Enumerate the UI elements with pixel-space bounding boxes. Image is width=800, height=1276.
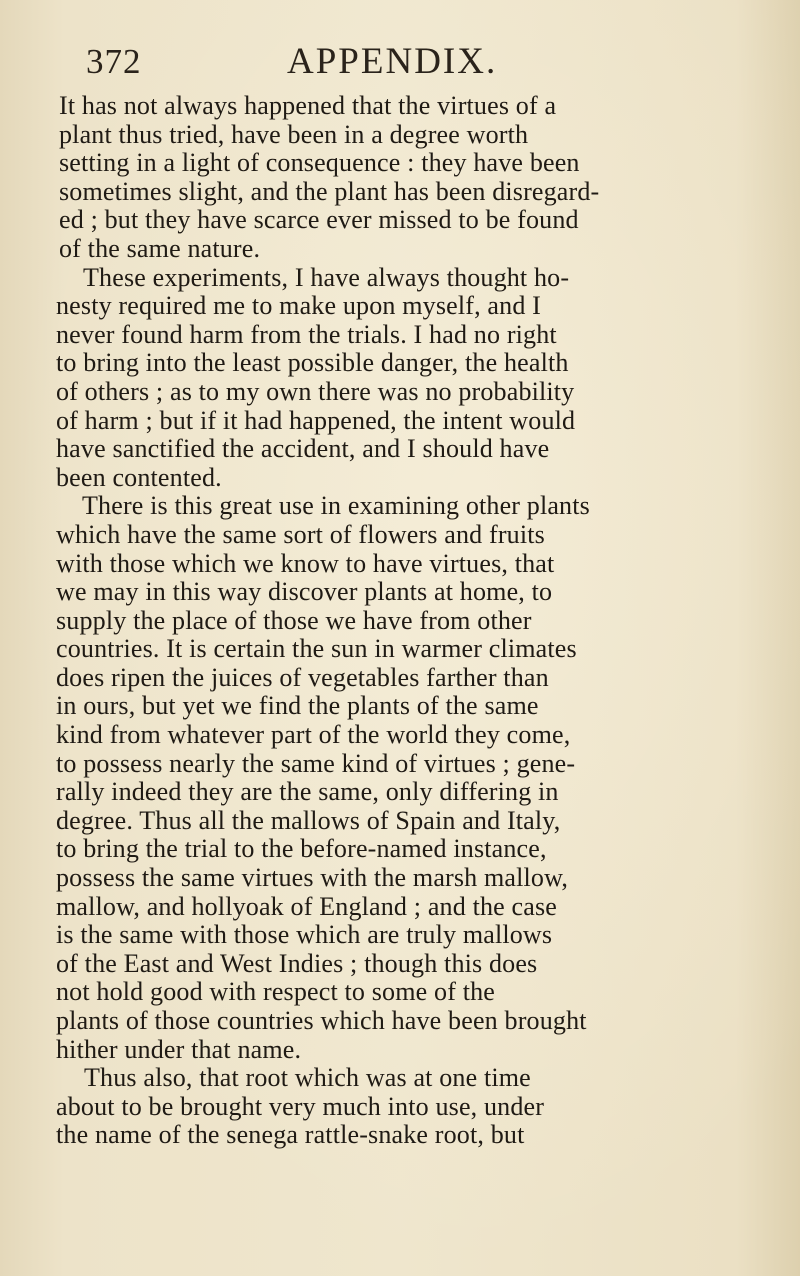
text-line: of the same nature. <box>59 233 261 263</box>
text-line: nesty required me to make upon myself, and I <box>56 291 542 321</box>
text-line: is the same with those which are truly mallows <box>56 920 553 950</box>
text-line: does ripen the juices of vegetables farther than <box>56 662 549 692</box>
text-line: plant thus tried, have been in a degree worth <box>59 119 529 149</box>
text-line: with those which we know to have virtues, that <box>56 548 555 578</box>
text-line: Thus also, that root which was at one time <box>84 1063 531 1093</box>
text-line: ed ; but they have scarce ever missed to be found <box>59 205 579 235</box>
text-line: kind from whatever part of the world they come, <box>56 720 571 750</box>
text-line: setting in a light of consequence : they have been <box>59 148 580 178</box>
text-line: to bring the trial to the before-named instance, <box>56 834 547 864</box>
page-header <box>0 0 800 92</box>
text-line: which have the same sort of flowers and fruits <box>56 519 545 549</box>
text-line: degree. Thus all the mallows of Spain and Italy, <box>56 805 561 835</box>
text-line: not hold good with respect to some of the <box>56 977 496 1007</box>
text-line: It has not always happened that the virtues of a <box>59 91 557 120</box>
text-line: countries. It is certain the sun in warmer climates <box>56 634 577 664</box>
text-line: to bring into the least possible danger, the health <box>56 348 569 378</box>
text-line: the name of the senega rattle-snake root, but <box>56 1120 525 1150</box>
text-line: have sanctified the accident, and I should have <box>56 434 550 464</box>
text-line: These experiments, I have always thought ho- <box>83 262 570 292</box>
text-line: mallow, and hollyoak of England ; and the case <box>56 891 557 921</box>
text-line: There is this great use in examining other plants <box>82 491 590 521</box>
running-head: APPENDIX. <box>287 41 498 82</box>
text-line: to possess nearly the same kind of virtues ; gene- <box>56 748 576 778</box>
text-line: hither under that name. <box>56 1034 302 1064</box>
text-line: rally indeed they are the same, only differing in <box>56 777 559 807</box>
text-line: never found harm from the trials. I had no right <box>56 319 557 349</box>
text-line: sometimes slight, and the plant has been disregard- <box>59 176 600 206</box>
text-line: of the East and West Indies ; though this does <box>56 948 538 978</box>
text-line: supply the place of those we have from other <box>56 605 532 635</box>
text-line: of others ; as to my own there was no probability <box>56 376 575 406</box>
text-line: plants of those countries which have been brought <box>56 1006 587 1035</box>
text-line: possess the same virtues with the marsh mallow, <box>56 863 569 893</box>
text-line: about to be brought very much into use, under <box>56 1091 545 1121</box>
text-line: we may in this way discover plants at home, to <box>56 577 553 607</box>
page-number: 372 <box>86 42 142 81</box>
body-text <box>56 92 796 1150</box>
text-line: been contented. <box>56 462 222 492</box>
text-line: in ours, but yet we find the plants of the same <box>56 691 539 721</box>
text-line: of harm ; but if it had happened, the intent would <box>56 405 576 435</box>
